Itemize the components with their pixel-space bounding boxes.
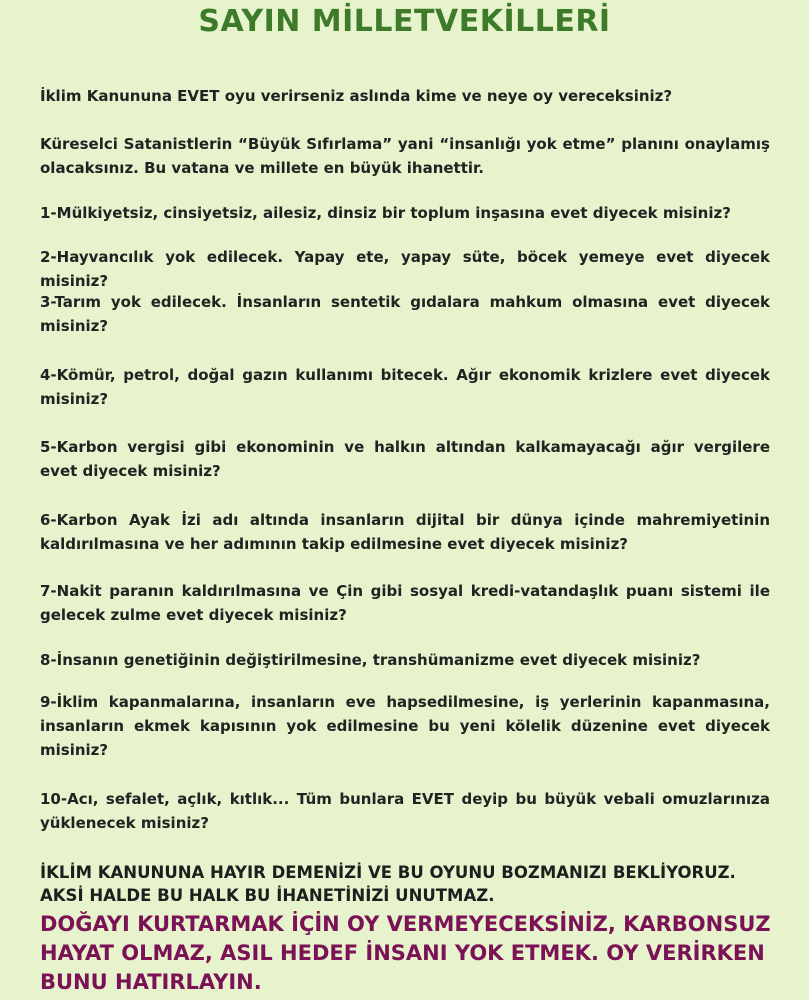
list-item-9: 9-İklim kapanmalarına, insanların eve hapsedilmesine, iş yerlerinin kapanmasına, insanların ekmek kapısının yok edilmesine bu yeni kölelik düzenine evet diyecek misiniz?	[40, 693, 770, 759]
list-item-1: 1-Mülkiyetsiz, cinsiyetsiz, ailesiz, dinsiz bir toplum inşasına evet diyecek misiniz?	[40, 204, 731, 222]
list-item-3: 3-Tarım yok edilecek. İnsanların sentetik gıdalara mahkum olmasına evet diyecek misiniz?	[40, 293, 770, 335]
list-item-8: 8-İnsanın genetiğinin değiştirilmesine, transhümanizme evet diyecek misiniz?	[40, 651, 701, 669]
intro-question: İklim Kanununa EVET oyu verirseniz aslında kime ve neye oy vereceksiniz?	[40, 87, 673, 105]
list-item-4: 4-Kömür, petrol, doğal gazın kullanımı bitecek. Ağır ekonomik krizlere evet diyecek misiniz?	[40, 366, 770, 408]
poster-title: SAYIN MİLLETVEKİLLERİ	[198, 4, 611, 39]
intro-statement: Küreselci Satanistlerin “Büyük Sıfırlama” yani “insanlığı yok etme” planını onaylamış olacaksınız. Bu vatana ve millete en büyük ihanettir.	[40, 135, 770, 177]
list-item-6: 6-Karbon Ayak İzi adı altında insanların dijital bir dünya içinde mahremiyetinin kaldırılmasına ve her adımının takip edilmesine evet diyecek misiniz?	[40, 511, 770, 553]
list-item-2: 2-Hayvancılık yok edilecek. Yapay ete, yapay süte, böcek yemeye evet diyecek misiniz?	[40, 248, 770, 290]
list-item-7: 7-Nakit paranın kaldırılmasına ve Çin gibi sosyal kredi-vatandaşlık puanı sistemi ile gelecek zulme evet diyecek misiniz?	[40, 582, 770, 624]
list-item-10: 10-Acı, sefalet, açlık, kıtlık... Tüm bunlara EVET deyip bu büyük vebali omuzlarınıza yüklenecek misiniz?	[40, 790, 770, 832]
closing-warning: İKLİM KANUNUNA HAYIR DEMENİZİ VE BU OYUNU BOZMANIZI BEKLİYORUZ. AKSİ HALDE BU HALK BU İHANETİNİZİ UNUTMAZ.	[40, 863, 736, 905]
closing-purple-message: DOĞAYI KURTARMAK İÇİN OY VERMEYECEKSİNİZ, KARBONSUZ HAYAT OLMAZ, ASIL HEDEF İNSANI YOK ETMEK. OY VERİRKEN BUNU HATIRLAYIN.	[40, 912, 771, 994]
list-item-5: 5-Karbon vergisi gibi ekonominin ve halkın altından kalkamayacağı ağır vergilere evet diyecek misiniz?	[40, 438, 770, 480]
